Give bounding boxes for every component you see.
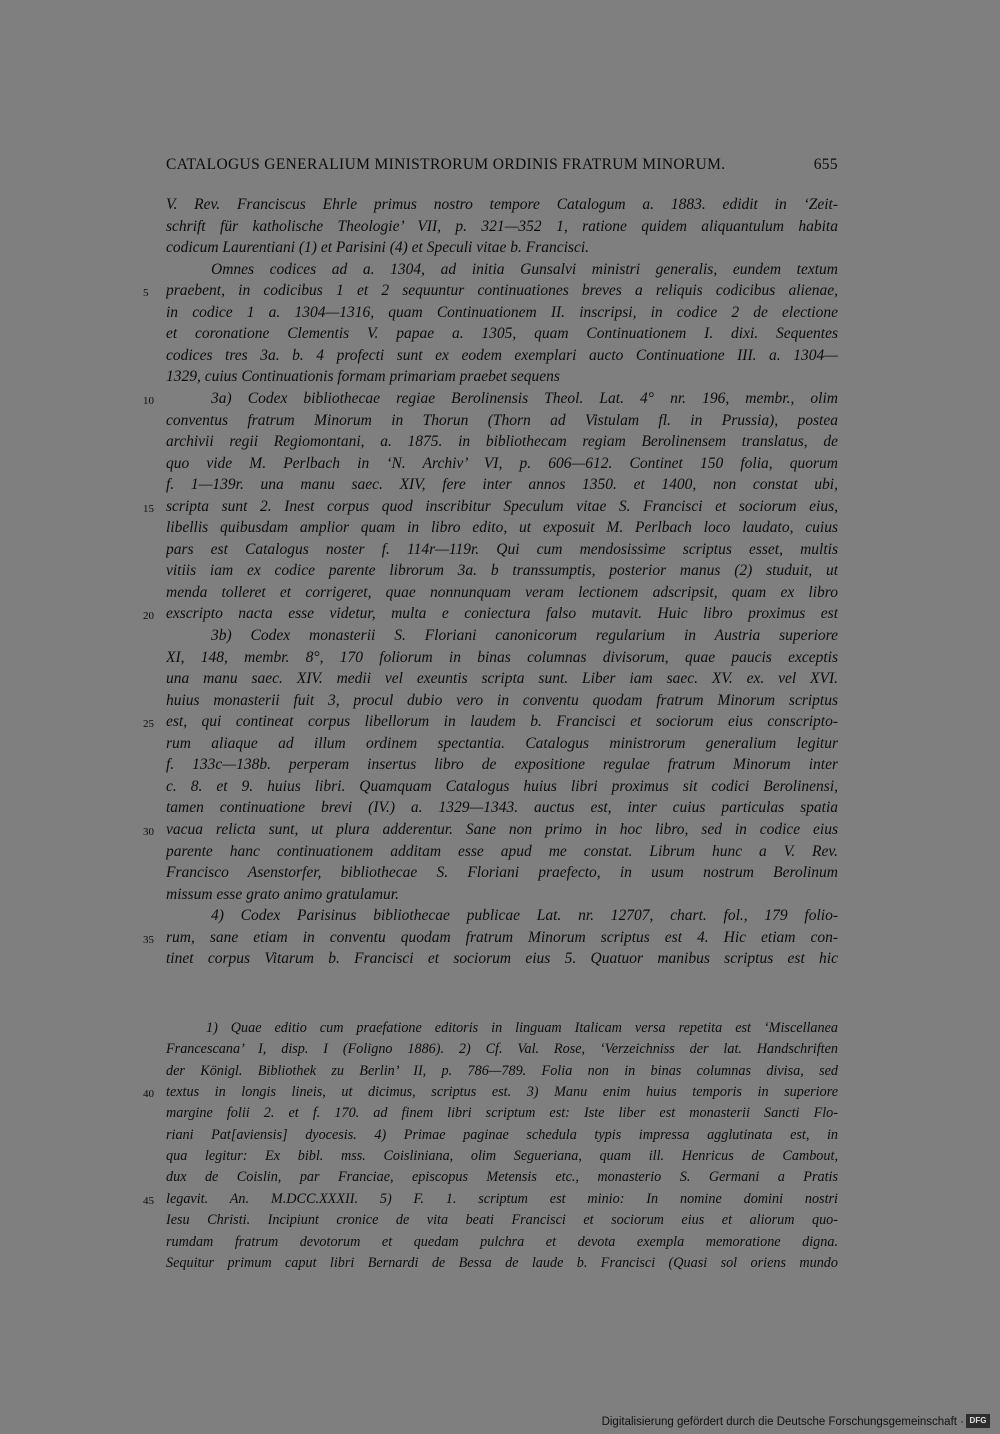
body-line: 3b) Codex monasterii S. Floriani canonicorum regularium in Austria superiore bbox=[211, 627, 838, 644]
footnote-line: legavit. An. M.DCC.XXXII. 5) F. 1. scriptum est minio: In nomine domini nostri bbox=[166, 1190, 838, 1207]
line-number: 5 bbox=[143, 287, 149, 300]
line-number: 15 bbox=[143, 502, 154, 515]
dfg-logo: DFG bbox=[966, 1414, 990, 1428]
body-line: tamen continuatione brevi (IV.) a. 1329—1343. auctus est, inter cuius particulas spatia bbox=[166, 799, 838, 817]
body-line: conventus fratrum Minorum in Thorun (Thorn ad Vistulam fl. in Prussia), postea bbox=[166, 411, 838, 429]
footnote-line: textus in longis lineis, ut dicimus, scriptus est. 3) Manu enim huius temporis in superiore bbox=[166, 1084, 838, 1101]
body-line: vacua relicta sunt, ut plura adderentur. Sane non primo in hoc libro, sed in codice eius bbox=[166, 820, 838, 838]
body-line: V. Rev. Franciscus Ehrle primus nostro tempore Catalogum a. 1883. edidit in ‘Zeit- bbox=[166, 196, 838, 213]
digitization-credit: Digitalisierung gefördert durch die Deutsche Forschungsgemeinschaft · bbox=[601, 1416, 964, 1428]
footnote-line: der Königl. Bibliothek zu Berlin’ II, p. 786—789. Folia non in binas columnas divisa, sed bbox=[166, 1062, 838, 1079]
footnote-line: riani Pat[aviensis] dyocesis. 4) Primae paginae schedula typis impressa agglutinata est, in bbox=[166, 1126, 838, 1143]
footnote-line: qua legitur: Ex bibl. mss. Coisliniana, olim Segueriana, quam ill. Henricus de Cambout, bbox=[166, 1148, 838, 1165]
body-line: c. 8. et 9. huius libri. Quamquam Catalogus huius libri proximus sit codici Berolinensi, bbox=[166, 777, 838, 795]
body-line: menda tolleret et corrigeret, quae nonnunquam veram lectionem adscripsit, quam ex libro bbox=[166, 583, 838, 601]
body-line: quo vide M. Perlbach in ‘N. Archiv’ VI, p. 606—612. Continet 150 folia, quorum bbox=[166, 454, 838, 472]
body-line: schrift für katholische Theologie’ VII, p. 321—352 1, ratione quidem aliquantulum habita bbox=[166, 217, 838, 235]
body-line: rum, sane etiam in conventu quodam fratrum Minorum scriptus est 4. Hic etiam con- bbox=[166, 928, 838, 946]
footnote-line: Iesu Christi. Incipiunt cronice de vita beati Francisci et sociorum eius et aliorum quo- bbox=[166, 1212, 838, 1229]
body-line: in codice 1 a. 1304—1316, quam Continuationem II. inscripsi, in codice 2 de electione bbox=[166, 303, 838, 321]
line-number: 10 bbox=[143, 394, 154, 407]
page-number: 655 bbox=[813, 156, 838, 173]
body-line: vitiis iam ex codice parente librorum 3a. b transsumptis, posterior manus (2) studuit, ut bbox=[166, 562, 838, 580]
body-line: archivii regii Regiomontani, a. 1875. in bibliothecam regiam Berolinensem translatus, de bbox=[166, 433, 838, 451]
body-line: missum esse grato animo gratulamur. bbox=[166, 885, 399, 903]
body-line: una manu saec. XIV. medii vel exeuntis scripta sunt. Liber iam saec. XV. ex. vel XVI. bbox=[166, 670, 838, 688]
footnote-line: 1) Quae editio cum praefatione editoris in linguam Italicam versa repetita est ‘Miscellanea bbox=[206, 1020, 838, 1036]
line-number: 40 bbox=[143, 1088, 154, 1101]
body-line: Francisco Asenstorfer, bibliothecae S. Floriani praefecto, in usum nostrum Berolinum bbox=[166, 864, 838, 882]
line-number: 45 bbox=[143, 1194, 154, 1207]
line-number: 30 bbox=[143, 825, 154, 838]
running-header bbox=[166, 156, 838, 174]
body-line: rum aliaque ad illum ordinem spectantia. Catalogus ministrorum generalium legitur bbox=[166, 734, 838, 752]
line-number: 35 bbox=[143, 933, 154, 946]
line-number: 25 bbox=[143, 718, 154, 731]
body-line: f. 133c—138b. perperam insertus libro de expositione regulae fratrum Minorum inter bbox=[166, 756, 838, 774]
body-line: Omnes codices ad a. 1304, ad initia Gunsalvi ministri generalis, eundem textum bbox=[211, 260, 838, 278]
body-line: f. 1—139r. una manu saec. XIV, fere inter annos 1350. et 1400, non constat ubi, bbox=[166, 476, 838, 494]
body-line: codicum Laurentiani (1) et Parisini (4) et Speculi vitae b. Francisci. bbox=[166, 239, 590, 257]
body-line: pars est Catalogus noster f. 114r—119r. Qui cum mendosissime scriptus esset, multis bbox=[166, 540, 838, 558]
body-line: tinet corpus Vitarum b. Francisci et sociorum eius 5. Quatuor manibus scriptus est hic bbox=[166, 950, 838, 968]
footnote-line: dux de Coislin, par Franciae, episcopus Metensis etc., monasterio S. Germani a Pratis bbox=[166, 1169, 838, 1186]
body-line: libellis quibusdam amplior quam in libro edito, ut exposuit M. Perlbach loco laudato, cuius bbox=[166, 519, 838, 537]
line-number: 20 bbox=[143, 610, 154, 623]
footnote-line: rumdam fratrum devotorum et quedam pulchra et devota exempla memoratione digna. bbox=[166, 1233, 838, 1250]
body-line: 4) Codex Parisinus bibliothecae publicae Lat. nr. 12707, chart. fol., 179 folio- bbox=[211, 907, 838, 925]
body-line: huius monasterii fuit 3, procul dubio vero in conventu quodam fratrum Minorum scriptus bbox=[166, 691, 838, 709]
body-line: codices tres 3a. b. 4 profecti sunt ex eodem exemplari aucto Continuatione III. a. 1304— bbox=[166, 346, 838, 364]
footnote-line: Sequitur primum caput libri Bernardi de Bessa de laude b. Francisci (Quasi sol oriens mundo bbox=[166, 1254, 838, 1271]
body-line: scripta sunt 2. Inest corpus quod inscribitur Speculum vitae S. Francisci et sociorum eius, bbox=[166, 497, 838, 515]
body-line: exscripto nacta esse videtur, multa e coniectura falso mutavit. Huic libro proximus est bbox=[166, 605, 838, 623]
body-line: et coronatione Clementis V. papae a. 1305, quam Continuationem I. dixi. Sequentes bbox=[166, 325, 838, 343]
body-line: praebent, in codicibus 1 et 2 sequuntur continuationes breves a reliquis codicibus alienae, bbox=[166, 282, 838, 300]
footnote-line: margine folii 2. et f. 170. ad finem libri scriptum est: Iste liber est monasterii Sancti Flo- bbox=[166, 1105, 838, 1122]
footnote-line: Francescana’ I, disp. I (Foligno 1886). 2) Cf. Val. Rose, ‘Verzeichniss der lat. Handschriften bbox=[166, 1041, 838, 1058]
body-line: parente hanc continuationem additam esse apud me constat. Librum hunc a V. Rev. bbox=[166, 842, 838, 860]
running-title: CATALOGUS GENERALIUM MINISTRORUM ORDINIS FRATRUM MINORUM. bbox=[166, 156, 726, 173]
body-line: 3a) Codex bibliothecae regiae Berolinensis Theol. Lat. 4° nr. 196, membr., olim bbox=[211, 389, 838, 407]
body-line: XI, 148, membr. 8°, 170 foliorum in binas columnas divisorum, quae paucis exceptis bbox=[166, 648, 838, 666]
body-line: 1329, cuius Continuationis formam primariam praebet sequens bbox=[166, 368, 560, 386]
body-line: est, qui contineat corpus libellorum in laudem b. Francisci et sociorum eius conscripto- bbox=[166, 713, 838, 731]
